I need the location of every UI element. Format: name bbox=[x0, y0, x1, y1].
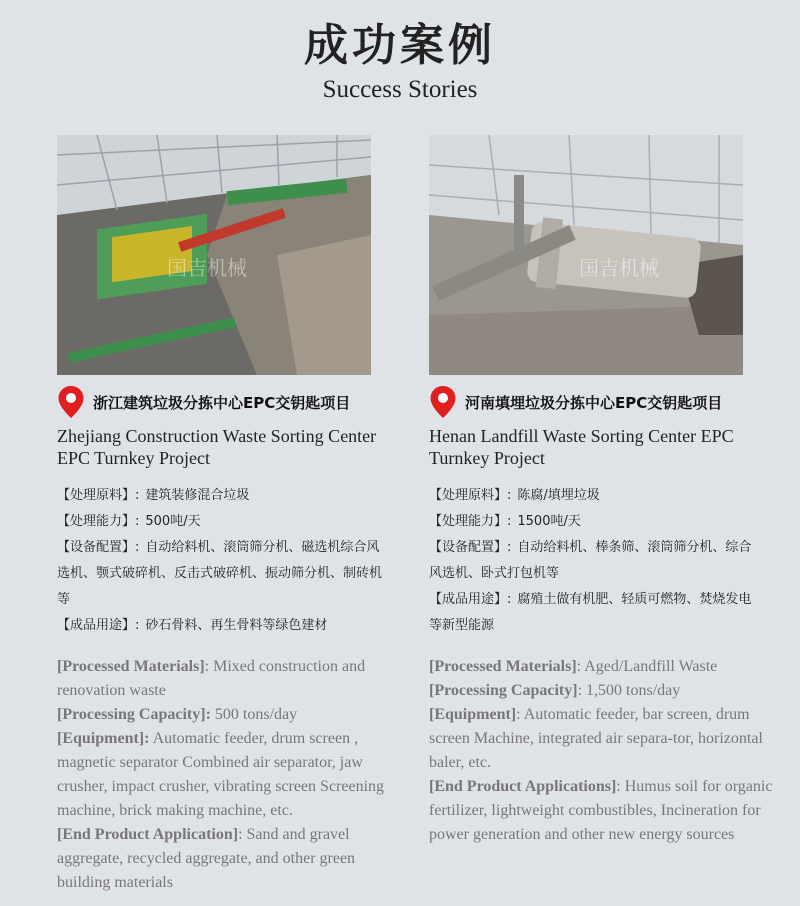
project-name-en: Henan Landfill Waste Sorting Center EPC Turnkey Project bbox=[429, 426, 734, 468]
specs-en bbox=[57, 655, 402, 895]
spec-en-materials: [Processed Materials]: Mixed construction and renovation waste bbox=[57, 658, 366, 699]
photo-watermark: 国吉机械 bbox=[167, 258, 247, 280]
project-name-en: Zhejiang Construction Waste Sorting Center EPC Turnkey Project bbox=[57, 426, 377, 468]
spec-en-equipment: [Equipment]: Automatic feeder, bar screen, drum screen Machine, integrated air separa-tor, horizontal baler, etc. bbox=[429, 706, 763, 771]
location-name-cn: 河南填埋垃圾分拣中心EPC交钥匙项目 bbox=[465, 393, 723, 412]
spec-cn-materials: 【处理原料】: 建筑装修混合垃圾 bbox=[57, 488, 250, 503]
spec-en-application: [End Product Applications]: Humus soil for organic fertilizer, lightweight combustibles, Incineration for power generation and other new energy sources bbox=[429, 778, 773, 843]
location-row bbox=[429, 385, 774, 419]
spec-cn-equipment: 【设备配置】: 自动给料机、棒条筛、滚筒筛分机、综合风选机、卧式打包机等 bbox=[429, 540, 752, 581]
case-photo bbox=[57, 135, 371, 375]
page-title: 成功案例 bbox=[304, 20, 496, 71]
spec-en-application: [End Product Application]: Sand and gravel aggregate, recycled aggregate, and other green building materials bbox=[57, 826, 356, 891]
spec-cn-application: 【成品用途】: 腐殖土做有机肥、轻质可燃物、焚烧发电等新型能源 bbox=[429, 592, 752, 633]
specs-en bbox=[429, 655, 774, 847]
case-card-henan bbox=[429, 135, 774, 847]
page-subtitle: Success Stories bbox=[322, 76, 478, 103]
spec-en-capacity: [Processing Capacity]: 500 tons/day bbox=[57, 706, 298, 723]
spec-en-equipment: [Equipment]: Automatic feeder, drum screen , magnetic separator Combined air separator, jaw crusher, impact crusher, vibrating screen Screening machine, brick making machine, etc. bbox=[57, 730, 385, 819]
spec-en-materials: [Processed Materials]: Aged/Landfill Waste bbox=[429, 658, 718, 675]
photo-watermark: 国吉机械 bbox=[579, 258, 659, 280]
spec-cn-capacity: 【处理能力】: 1500吨/天 bbox=[429, 514, 581, 529]
specs-cn bbox=[429, 483, 759, 639]
case-card-zhejiang bbox=[57, 135, 402, 895]
spec-cn-capacity: 【处理能力】: 500吨/天 bbox=[57, 514, 201, 529]
spec-en-capacity: [Processing Capacity]: 1,500 tons/day bbox=[429, 682, 681, 699]
location-row bbox=[57, 385, 402, 419]
page-header bbox=[0, 18, 800, 104]
specs-cn bbox=[57, 483, 387, 639]
location-pin-icon bbox=[57, 385, 85, 419]
spec-cn-application: 【成品用途】: 砂石骨料、再生骨料等绿色建材 bbox=[57, 618, 328, 633]
spec-cn-materials: 【处理原料】: 陈腐/填埋垃圾 bbox=[429, 488, 600, 503]
spec-cn-equipment: 【设备配置】: 自动给料机、滚筒筛分机、磁选机综合风选机、颚式破碎机、反击式破碎机、振动筛分机、制砖机等 bbox=[57, 540, 383, 607]
location-pin-icon bbox=[429, 385, 457, 419]
case-photo bbox=[429, 135, 743, 375]
location-name-cn: 浙江建筑垃圾分拣中心EPC交钥匙项目 bbox=[93, 393, 351, 412]
